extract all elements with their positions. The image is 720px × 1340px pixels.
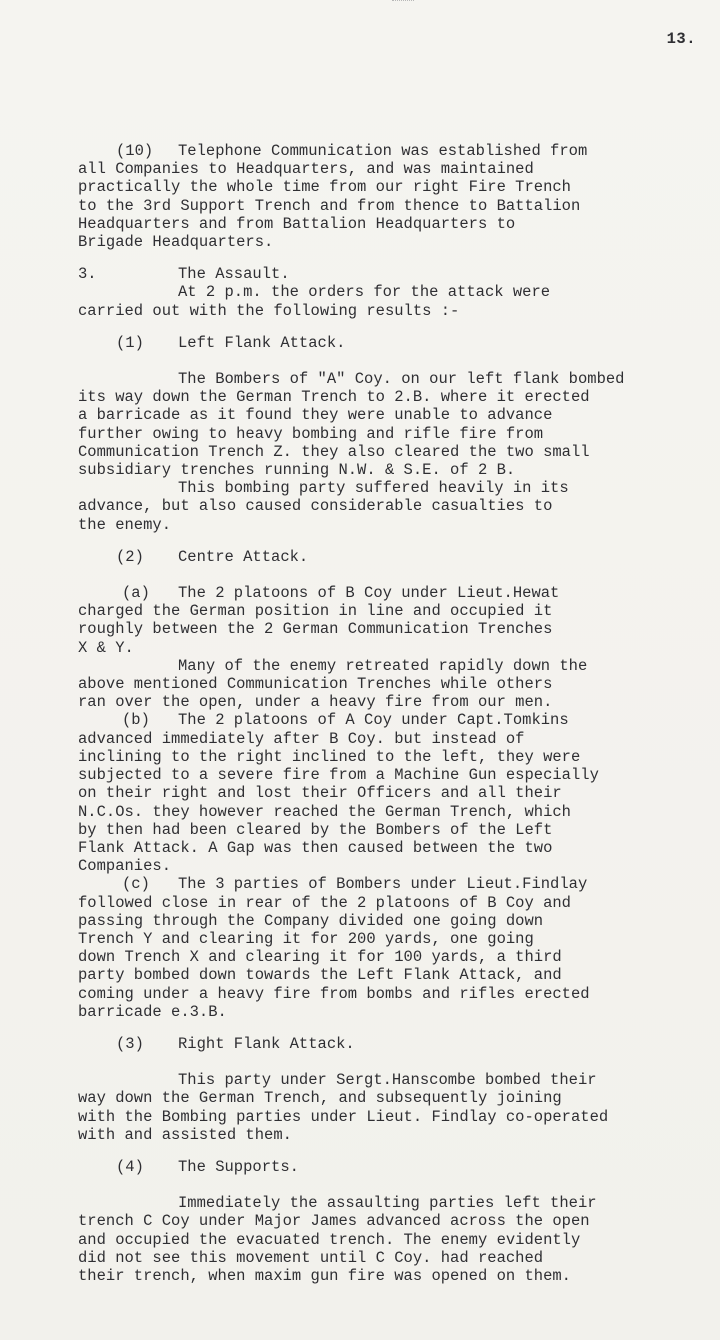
subsection-number: (4)	[116, 1157, 144, 1176]
text-line: by then had been cleared by the Bombers of the Left	[78, 820, 553, 839]
text-line: This party under Sergt.Hanscombe bombed their	[178, 1071, 597, 1090]
text-line: did not see this movement until C Coy. had reached	[78, 1248, 544, 1267]
text-line: Headquarters and from Battalion Headquarters to	[78, 214, 516, 233]
text-line: their trench, when maxim gun fire was opened on them.	[78, 1266, 571, 1285]
text-line: down Trench X and clearing it for 100 yards, a third	[78, 948, 562, 967]
subsection-title: The Supports.	[178, 1157, 299, 1176]
text-line: with and assisted them.	[78, 1125, 292, 1144]
text-line: Trench Y and clearing it for 200 yards, one going	[78, 929, 534, 948]
paragraph-number: (10)	[116, 142, 154, 160]
text-line: Telephone Communication was established from	[178, 142, 588, 160]
text-line: N.C.Os. they however reached the German Trench, which	[78, 802, 571, 821]
text-line: The 3 parties of Bombers under Lieut.Findlay	[178, 875, 588, 894]
text-line: with the Bombing parties under Lieut. Findlay co-operated	[78, 1107, 609, 1126]
text-line: advanced immediately after B Coy. but instead of	[78, 729, 525, 748]
text-line: passing through the Company divided one going down	[78, 911, 544, 930]
section-3	[78, 265, 708, 320]
text-line: further owing to heavy bombing and rifle fire from	[78, 424, 544, 443]
right-flank-attack	[78, 1035, 708, 1144]
text-line: Flank Attack. A Gap was then caused between the two	[78, 838, 553, 857]
text-line: its way down the German Trench to 2.B. where it erected	[78, 388, 590, 407]
text-line: way down the German Trench, and subsequently joining	[78, 1089, 562, 1108]
text-line: This bombing party suffered heavily in its	[178, 479, 569, 498]
text-line: the enemy.	[78, 515, 172, 534]
text-line: carried out with the following results :-	[78, 301, 460, 320]
text-line: ran over the open, under a heavy fire from our men.	[78, 693, 553, 712]
section-title: The Assault.	[178, 265, 290, 284]
subsection-title: Right Flank Attack.	[178, 1034, 355, 1053]
text-line: above mentioned Communication Trenches while others	[78, 675, 553, 694]
left-flank-attack	[78, 334, 708, 534]
centre-attack	[78, 548, 708, 1021]
text-line: and occupied the evacuated trench. The enemy evidently	[78, 1230, 581, 1249]
text-line: roughly between the 2 German Communication Trenches	[78, 620, 553, 639]
text-line: to the 3rd Support Trench and from thence to Battalion	[78, 196, 581, 215]
text-line: followed close in rear of the 2 platoons of B Coy and	[78, 893, 571, 912]
paper-fold-mark	[392, 0, 414, 6]
text-line: Communication Trench Z. they also cleared the two small	[78, 442, 590, 461]
text-line: subsidiary trenches running N.W. & S.E. of 2 B.	[78, 461, 516, 480]
text-line: trench C Coy under Major James advanced across the open	[78, 1212, 590, 1231]
text-line: party bombed down towards the Left Flank Attack, and	[78, 966, 562, 985]
subsection-title: Centre Attack.	[178, 547, 309, 566]
the-supports	[78, 1158, 708, 1285]
text-line: coming under a heavy fire from bombs and rifles erected	[78, 984, 590, 1003]
text-line: advance, but also caused considerable casualties to	[78, 497, 553, 516]
subsection-number: (1)	[116, 333, 144, 352]
text-line: all Companies to Headquarters, and was maintained	[78, 160, 534, 179]
text-line: Immediately the assaulting parties left their	[178, 1194, 597, 1213]
text-line: Many of the enemy retreated rapidly down the	[178, 656, 588, 675]
text-line: barricade e.3.B.	[78, 1002, 227, 1021]
text-line: The 2 platoons of B Coy under Lieut.Hewat	[178, 584, 560, 603]
text-line: inclining to the right inclined to the left, they were	[78, 747, 581, 766]
text-line: charged the German position in line and occupied it	[78, 602, 553, 621]
item-label: (a)	[122, 584, 150, 603]
text-line: on their right and lost their Officers and all their	[78, 784, 562, 803]
document-body	[78, 142, 708, 1285]
item-label: (c)	[122, 875, 150, 894]
item-label: (b)	[122, 711, 150, 730]
text-line: Companies.	[78, 857, 172, 876]
text-line: The Bombers of "A" Coy. on our left flank bombed	[178, 370, 625, 389]
paragraph-10	[78, 142, 708, 251]
section-number: 3.	[78, 265, 97, 284]
subsection-title: Left Flank Attack.	[178, 333, 346, 352]
text-line: subjected to a severe fire from a Machine Gun especially	[78, 766, 599, 785]
text-line: practically the whole time from our right Fire Trench	[78, 178, 571, 197]
subsection-number: (3)	[116, 1034, 144, 1053]
text-line: The 2 platoons of A Coy under Capt.Tomkins	[178, 711, 569, 730]
text-line: X & Y.	[78, 638, 134, 657]
text-line: Brigade Headquarters.	[78, 233, 274, 252]
text-line: At 2 p.m. the orders for the attack were	[178, 283, 551, 302]
text-line: a barricade as it found they were unable to advance	[78, 406, 553, 425]
subsection-number: (2)	[116, 547, 144, 566]
page-number: 13.	[666, 30, 696, 48]
